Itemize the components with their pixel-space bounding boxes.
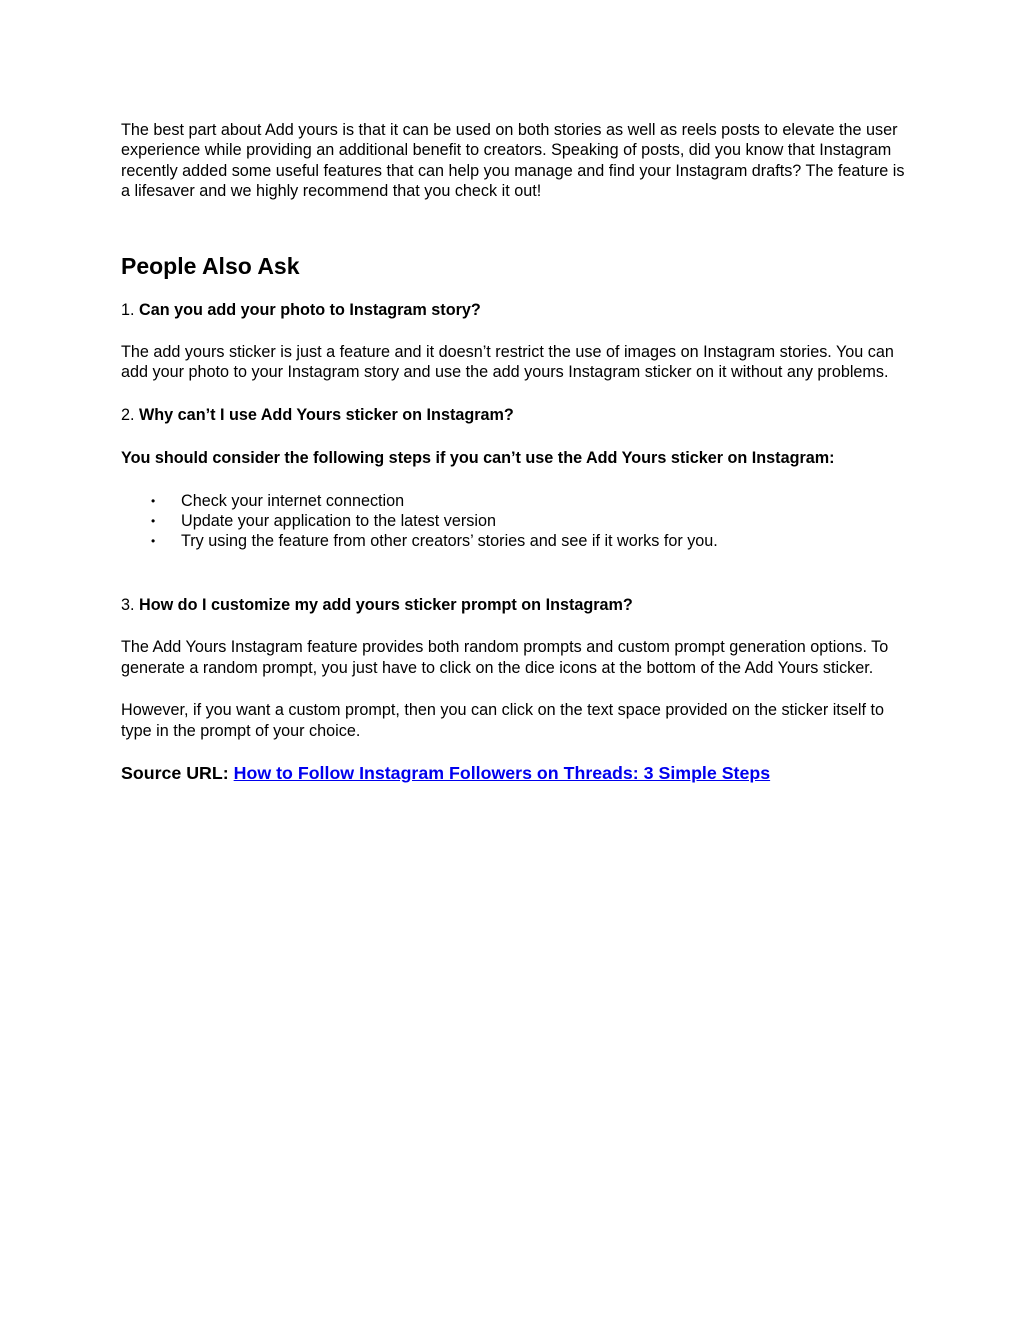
question-2-text: Why can’t I use Add Yours sticker on Instagram? [139, 405, 514, 424]
question-3-text: How do I customize my add yours sticker prompt on Instagram? [139, 595, 633, 614]
question-2-number: 2. [121, 405, 135, 424]
list-item [121, 491, 911, 511]
steps-list [121, 491, 911, 552]
source-label: Source URL: [121, 762, 229, 783]
question-3-number: 3. [121, 595, 135, 614]
list-item-text: Try using the feature from other creators’ stories and see if it works for you. [181, 532, 718, 551]
source-link[interactable]: How to Follow Instagram Followers on Threads: 3 Simple Steps [233, 762, 771, 783]
intro-paragraph: The best part about Add yours is that it can be used on both stories as well as reels posts to elevate the user experience while providing an additional benefit to creators. Speaking of posts, did you know that Instagram recently added some useful features that can help you manage and find your Instagram drafts? The feature is a lifesaver and we highly recommend that you check it out! [121, 121, 905, 201]
question-3 [121, 595, 911, 615]
bullet-icon: • [151, 534, 156, 549]
question-1-number: 1. [121, 300, 135, 319]
question-2-lead: You should consider the following steps if you can’t use the Add Yours sticker on Instagram: [121, 449, 835, 468]
document-page [121, 120, 911, 784]
source-line [121, 762, 911, 784]
question-1 [121, 300, 911, 320]
section-heading: People Also Ask [121, 252, 300, 279]
answer-1: The add yours sticker is just a feature and it doesn’t restrict the use of images on Instagram stories. You can add your photo to your Instagram story and use the add yours Instagram sticker on it without any problems. [121, 343, 894, 382]
question-2 [121, 405, 911, 425]
answer-3: The Add Yours Instagram feature provides both random prompts and custom prompt generation options. To generate a random prompt, you just have to click on the dice icons at the bottom of the Add Yours sticker. [121, 638, 889, 677]
list-item-text: Check your internet connection [181, 491, 405, 510]
answer-3-continued: However, if you want a custom prompt, then you can click on the text space provided on the sticker itself to type in the prompt of your choice. [121, 701, 884, 740]
list-item [121, 511, 911, 531]
list-item [121, 531, 911, 551]
question-1-text: Can you add your photo to Instagram story? [139, 300, 481, 319]
list-item-text: Update your application to the latest version [181, 512, 496, 531]
bullet-icon: • [151, 493, 156, 508]
bullet-icon: • [151, 514, 156, 529]
